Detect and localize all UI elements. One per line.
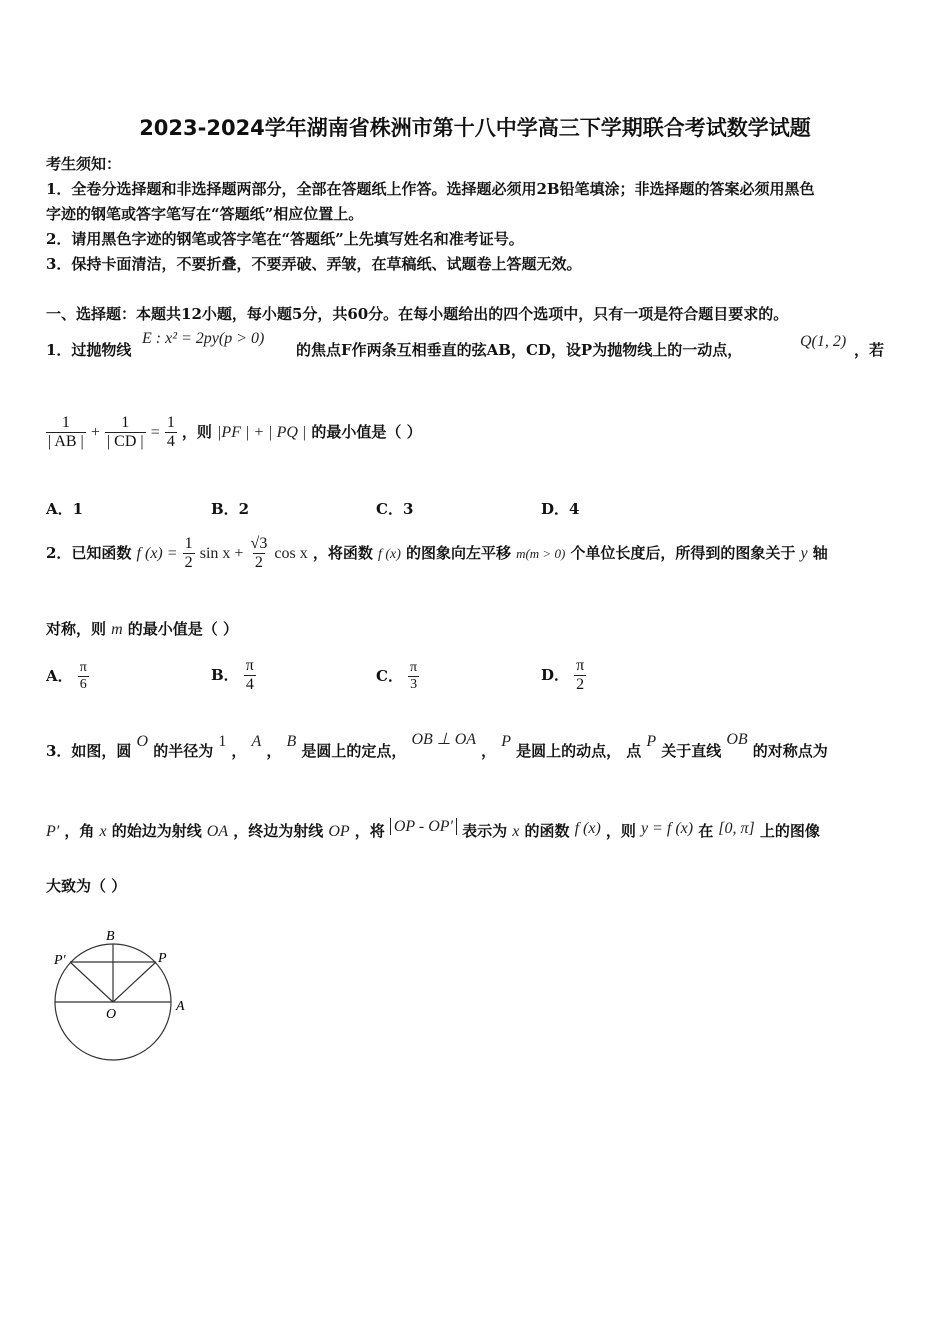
q2-option-b[interactable] <box>211 657 256 694</box>
frac-num: 1 <box>121 414 130 431</box>
q2-option-c[interactable] <box>376 660 419 693</box>
q2-sin: sin x + <box>199 545 244 562</box>
frac-num: √3 <box>250 535 268 552</box>
q3-text-6: 的对称点为 <box>752 742 828 760</box>
q2-text-3: 个单位长度后，所得到的图象关于 <box>570 544 796 562</box>
q3-text-10: ，将 <box>354 822 385 840</box>
option-label: A． <box>46 667 73 685</box>
frac-den: 2 <box>184 554 193 571</box>
q3-comma: ， <box>481 742 497 760</box>
q3-point-p-prime: P′ <box>46 823 60 840</box>
notice-line-1: 1．全卷分选择题和非选择题两部分，全部在答题纸上作答。选择题必须用2B铅笔填涂；非选择题的答案必须用黑色 <box>46 180 815 198</box>
q3-ray-oa: OA <box>206 823 229 840</box>
q3-point-a: A <box>251 733 262 750</box>
q3-point-p: P <box>646 733 657 750</box>
notice-line-3: 3．保持卡面清洁，不要折叠，不要弄破、弄皱，在草稿纸、试题卷上答题无效。 <box>46 255 582 273</box>
q3-point-p: P <box>501 733 512 750</box>
frac-num: π <box>79 660 87 675</box>
q3-fx: f (x) <box>574 820 601 837</box>
frac-den: 2 <box>576 676 585 693</box>
q3-text-7: ，角 <box>64 822 95 840</box>
q3-circle-figure <box>40 920 200 1070</box>
q3-interval: [0, π] <box>718 820 755 837</box>
page-title: 2023-2024学年湖南省株洲市第十八中学高三下学期联合考试数学试题 <box>139 116 811 140</box>
q2-ask: 的最小值是（ ） <box>127 620 238 638</box>
q3-text-2: 是圆上的定点， <box>301 742 407 760</box>
q2-text-1: ，将函数 <box>312 544 373 562</box>
q1-option-a[interactable]: A．1 <box>46 500 84 518</box>
q2-fx: f (x) = <box>136 545 178 562</box>
q3-circle-o: O <box>136 733 149 750</box>
notice-line-1b: 字迹的钢笔或答字笔写在“答题纸”相应位置上。 <box>46 205 364 223</box>
q3-text-5: 关于直线 <box>661 742 722 760</box>
q3-text-11: 表示为 <box>462 822 508 840</box>
segment-op-prime <box>70 962 113 1002</box>
q1-frac-ab <box>46 414 86 451</box>
q2-option-a[interactable] <box>46 660 89 693</box>
q2-text-4: 轴 <box>812 544 828 562</box>
q1-option-d[interactable]: D．4 <box>541 500 580 518</box>
q3-text-13: ，则 <box>605 822 636 840</box>
frac-den: 4 <box>166 433 175 450</box>
q3-point-b: B <box>286 733 297 750</box>
q2-fx2: f (x) <box>377 547 401 562</box>
q1-end: ，若 <box>854 341 885 359</box>
option-label: B． <box>211 666 239 684</box>
q2-option-d[interactable] <box>541 657 586 694</box>
q3-number: 3．如图，圆 <box>46 742 132 760</box>
q3-ray-op: OP <box>328 823 350 840</box>
q2-line-1 <box>46 535 828 572</box>
q3-text-14: 在 <box>698 822 714 840</box>
option-frac <box>244 657 256 694</box>
q3-text-1: 的半径为 <box>153 742 214 760</box>
q3-text-12: 的函数 <box>524 822 570 840</box>
option-label: D． <box>541 666 570 684</box>
q2-line-2 <box>46 618 238 639</box>
q1-then: ，则 <box>181 423 212 441</box>
label-p-prime: P′ <box>54 953 66 968</box>
frac-den: 3 <box>410 677 418 692</box>
q3-text-3: 是圆上的动点， <box>516 742 622 760</box>
q2-shift: m(m > 0) <box>516 546 566 561</box>
frac-den: 6 <box>79 677 87 692</box>
q2-text-5: 对称，则 <box>46 620 107 638</box>
frac-num: π <box>245 657 254 674</box>
label-p: P <box>158 951 167 966</box>
q2-m: m <box>111 621 123 638</box>
notice-heading: 考生须知： <box>46 155 122 173</box>
q2-frac-half <box>183 535 195 572</box>
label-o: O <box>106 1007 117 1022</box>
option-frac <box>78 660 89 693</box>
label-b: B <box>106 929 115 944</box>
q3-x: x <box>512 823 520 840</box>
option-frac <box>408 660 419 693</box>
section-heading: 一、选择题：本题共12小题，每小题5分，共60分。在每小题给出的四个选项中，只有一项是符合题目要求的。 <box>46 305 789 323</box>
q2-cos: cos x <box>274 545 308 562</box>
plus-sign: + <box>90 424 100 441</box>
q3-x: x <box>99 823 107 840</box>
q1-frac-quarter <box>165 414 177 451</box>
option-frac <box>574 657 586 694</box>
equals-sign: = <box>150 424 160 441</box>
frac-num: 1 <box>184 535 193 552</box>
q3-comma: ， <box>231 742 247 760</box>
q3-line-1 <box>46 731 828 761</box>
frac-num: π <box>576 657 585 674</box>
frac-den: 2 <box>254 554 263 571</box>
q1-frac-cd <box>105 414 146 451</box>
frac-den: | CD | <box>106 433 144 450</box>
q1-point: Q(1, 2) <box>800 333 847 350</box>
segment-op <box>113 962 156 1002</box>
q3-ask: 大致为（ ） <box>46 877 127 895</box>
q1-ask: 的最小值是（ ） <box>311 423 422 441</box>
q2-number: 2．已知函数 <box>46 544 132 562</box>
q2-text-2: 的图象向左平移 <box>405 544 511 562</box>
q2-y: y <box>800 545 808 562</box>
q3-comma: ， <box>266 742 282 760</box>
q1-expression: |PF | + | PQ | <box>217 424 307 441</box>
q1-option-c[interactable]: C．3 <box>376 500 414 518</box>
q1-number: 1．过抛物线 <box>46 341 132 359</box>
notice-line-2: 2．请用黑色字迹的钢笔或答字笔在“答题纸”上先填写姓名和准考证号。 <box>46 230 524 248</box>
q3-text-8: 的始边为射线 <box>111 822 202 840</box>
q3-text-15: 上的图像 <box>759 822 820 840</box>
q3-y-fx: y = f (x) <box>640 820 694 837</box>
q1-option-b[interactable]: B．2 <box>211 500 250 518</box>
q3-abs-expression: OP - OP′ <box>390 818 457 835</box>
q1-parabola: E : x² = 2py(p > 0) <box>142 330 265 347</box>
frac-num: 1 <box>61 414 70 431</box>
q3-radius: 1 <box>218 733 227 750</box>
frac-den: | AB | <box>48 433 84 450</box>
frac-num: 1 <box>166 414 175 431</box>
label-a: A <box>176 999 185 1014</box>
q3-line-2 <box>46 820 820 841</box>
q1-text: 的焦点F作两条互相垂直的弦AB，CD，设P为抛物线上的一动点， <box>296 341 743 359</box>
option-label: C． <box>376 667 403 685</box>
q3-line-ob: OB <box>726 731 748 748</box>
frac-num: π <box>410 660 418 675</box>
q3-text-4: 点 <box>626 742 642 760</box>
q1-condition <box>46 414 422 451</box>
q2-frac-root3 <box>249 535 270 572</box>
q3-text-9: ，终边为射线 <box>233 822 324 840</box>
frac-den: 4 <box>245 676 254 693</box>
q3-perpendicular: OB ⊥ OA <box>411 731 477 748</box>
